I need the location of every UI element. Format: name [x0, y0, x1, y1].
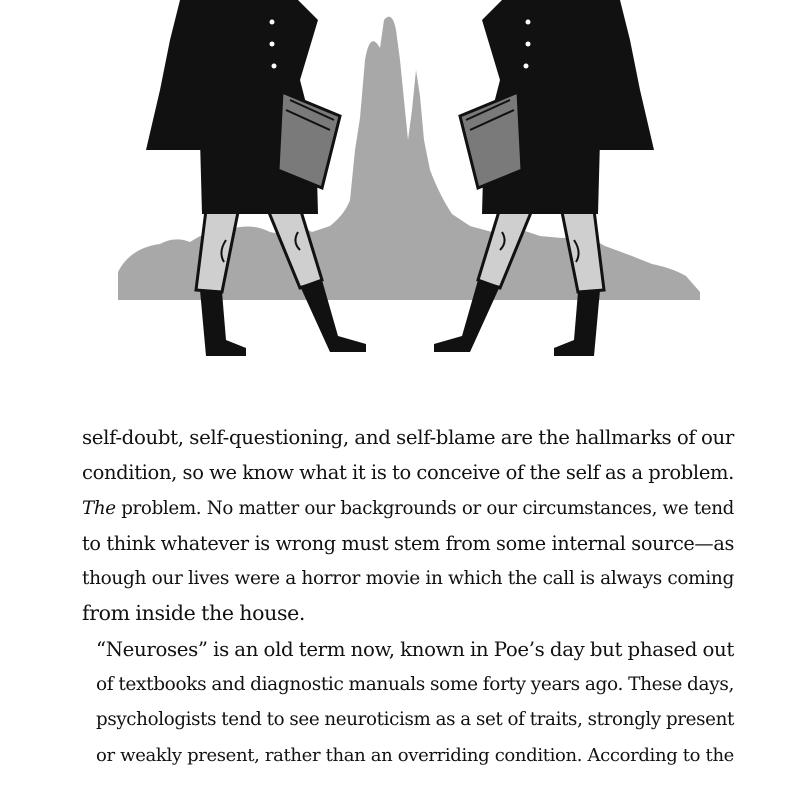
- right-schoolboy: [434, 0, 654, 356]
- body-text: [82, 420, 734, 773]
- text-line: to think whatever is wrong must stem from some internal source—as: [82, 531, 734, 555]
- coat-button: [272, 64, 277, 69]
- text-line: from inside the house.: [82, 601, 306, 626]
- coat-button: [270, 42, 275, 47]
- left-schoolboy: [146, 0, 366, 356]
- text-line: though our lives were a horror movie in which the call is always coming: [82, 568, 734, 590]
- text-line: “Neuroses” is an old term now, known in Poe’s day but phased out: [96, 637, 734, 661]
- text-line-italic-start: The problem. No matter our backgrounds or our circumstances, we tend: [82, 497, 734, 519]
- right-boy-books: [460, 92, 522, 188]
- text-line: psychologists tend to see neuroticism as a set of traits, strongly present: [96, 709, 734, 731]
- twin-schoolboys-with-books-illustration: [0, 0, 800, 370]
- left-boy-books: [278, 92, 340, 188]
- coat-button: [524, 64, 529, 69]
- coat-button: [526, 42, 531, 47]
- text-line: self-doubt, self-questioning, and self-blame are the hallmarks of our: [82, 426, 734, 449]
- paragraph-2: [82, 632, 734, 773]
- text-line: condition, so we know what it is to conceive of the self as a problem.: [82, 461, 734, 485]
- coat-button: [270, 20, 275, 25]
- text-line: of textbooks and diagnostic manuals some forty years ago. These days,: [96, 674, 734, 696]
- coat-button: [526, 20, 531, 25]
- paragraph-1: [82, 420, 734, 632]
- italic-emphasis: The: [82, 497, 116, 519]
- text-line: or weakly present, rather than an overriding condition. According to the: [96, 744, 734, 766]
